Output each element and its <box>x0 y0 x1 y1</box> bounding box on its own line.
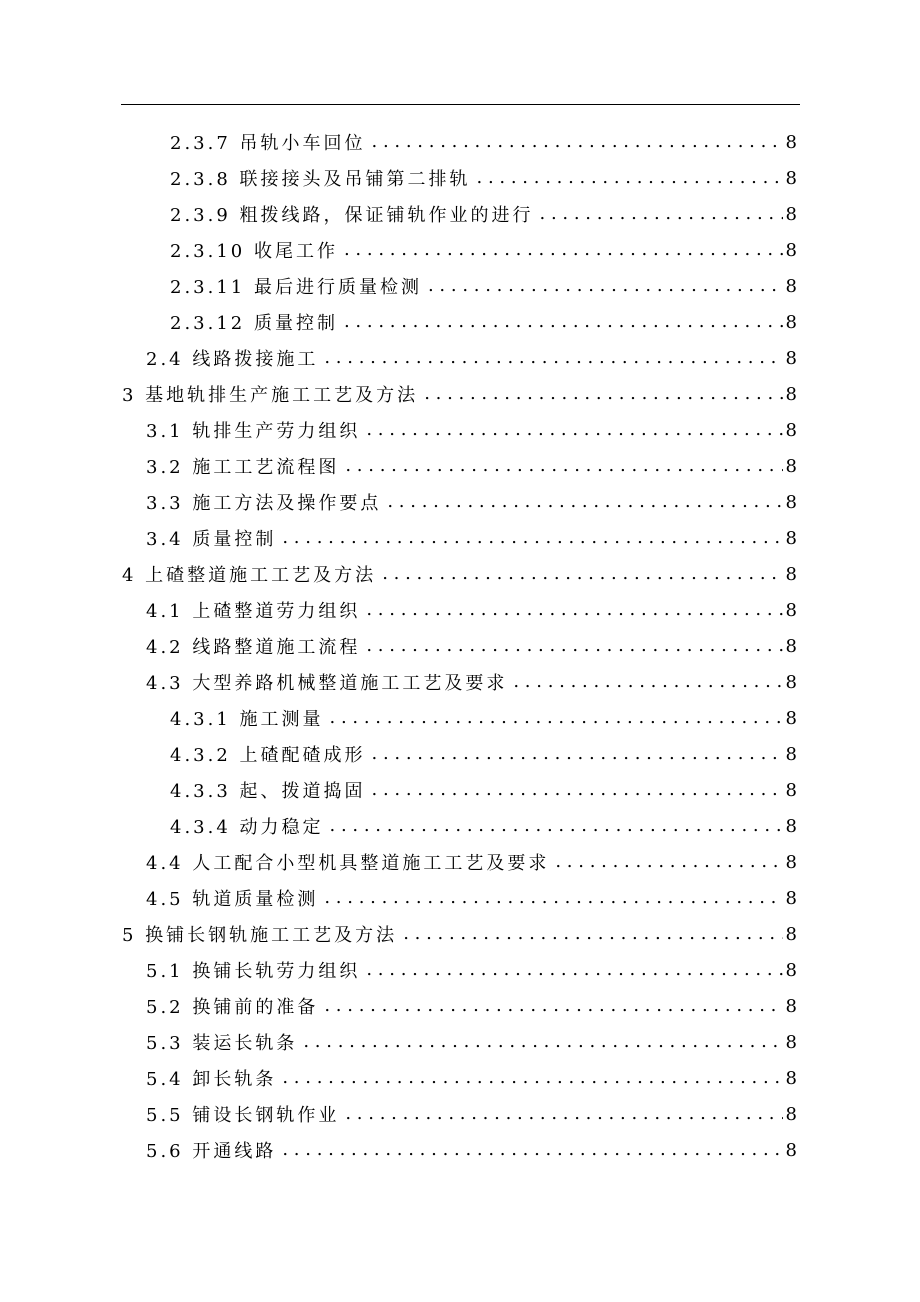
toc-page-number: 8 <box>785 383 797 405</box>
toc-leader-dots <box>297 1024 783 1060</box>
toc-entry[interactable] <box>0 484 920 520</box>
toc-leader-dots <box>338 232 783 268</box>
toc-entry-label: 2.4 线路拨接施工 <box>146 349 319 370</box>
toc-leader-dots <box>418 376 783 412</box>
toc-leader-dots <box>318 988 783 1024</box>
toc-entry[interactable] <box>0 1024 920 1060</box>
toc-entry[interactable] <box>0 160 920 196</box>
toc-page-number: 8 <box>785 923 797 945</box>
toc-entry-label: 5.2 换铺前的准备 <box>146 997 319 1018</box>
toc-page-number: 8 <box>785 347 797 369</box>
toc-entry-label: 2.3.7 吊轨小车回位 <box>170 133 366 154</box>
toc-leader-dots <box>507 664 783 700</box>
toc-page-number: 8 <box>785 239 797 261</box>
toc-entry-label: 4.1 上碴整道劳力组织 <box>146 601 361 622</box>
toc-page-number: 8 <box>785 1031 797 1053</box>
toc-leader-dots <box>339 448 783 484</box>
toc-page-number: 8 <box>785 167 797 189</box>
toc-entry[interactable] <box>0 916 920 952</box>
toc-entry-label: 5.1 换铺长轨劳力组织 <box>146 961 361 982</box>
toc-page-number: 8 <box>785 887 797 909</box>
toc-entry-label: 2.3.10 收尾工作 <box>170 241 338 262</box>
toc-entry-label: 4.3 大型养路机械整道施工工艺及要求 <box>146 673 508 694</box>
toc-entry-label: 4.5 轨道质量检测 <box>146 889 319 910</box>
toc-entry[interactable] <box>0 340 920 376</box>
toc-entry[interactable] <box>0 304 920 340</box>
toc-entry[interactable] <box>0 1060 920 1096</box>
toc-page-number: 8 <box>785 959 797 981</box>
toc-entry[interactable] <box>0 448 920 484</box>
toc-leader-dots <box>549 844 783 880</box>
toc-leader-dots <box>366 772 783 808</box>
toc-entry-label: 3.1 轨排生产劳力组织 <box>146 421 361 442</box>
toc-page-number: 8 <box>785 671 797 693</box>
toc-page-number: 8 <box>785 311 797 333</box>
toc-leader-dots <box>397 916 783 952</box>
toc-entry-label: 4.4 人工配合小型机具整道施工工艺及要求 <box>146 853 550 874</box>
toc-leader-dots <box>360 952 783 988</box>
toc-entry-label: 2.3.9 粗拨线路，保证铺轨作业的进行 <box>170 205 534 226</box>
toc-entry-label: 5.4 卸长轨条 <box>146 1069 277 1090</box>
toc-page-number: 8 <box>785 1139 797 1161</box>
toc-entry[interactable] <box>0 628 920 664</box>
toc-page-number: 8 <box>785 815 797 837</box>
toc-leader-dots <box>422 268 783 304</box>
toc-page-number: 8 <box>785 455 797 477</box>
toc-entry-label: 4.2 线路整道施工流程 <box>146 637 361 658</box>
toc-entry-label: 4.3.3 起、拨道捣固 <box>170 781 366 802</box>
toc-page-number: 8 <box>785 1067 797 1089</box>
toc-page-number: 8 <box>785 491 797 513</box>
toc-page-number: 8 <box>785 635 797 657</box>
toc-entry-label: 3 基地轨排生产施工工艺及方法 <box>122 385 419 406</box>
table-of-contents <box>0 124 920 1168</box>
toc-page-number: 8 <box>785 275 797 297</box>
toc-leader-dots <box>276 1132 783 1168</box>
toc-page-number: 8 <box>785 419 797 441</box>
toc-entry-label: 4.3.1 施工测量 <box>170 709 324 730</box>
toc-entry[interactable] <box>0 520 920 556</box>
toc-entry[interactable] <box>0 232 920 268</box>
toc-entry-label: 5.3 装运长轨条 <box>146 1033 298 1054</box>
toc-entry-label: 3.4 质量控制 <box>146 529 277 550</box>
toc-leader-dots <box>276 1060 783 1096</box>
toc-entry-label: 4.3.2 上碴配碴成形 <box>170 745 366 766</box>
toc-leader-dots <box>338 304 783 340</box>
toc-entry[interactable] <box>0 124 920 160</box>
header-rule <box>121 104 800 105</box>
toc-leader-dots <box>471 160 783 196</box>
toc-leader-dots <box>366 124 783 160</box>
toc-entry-label: 4 上碴整道施工工艺及方法 <box>122 565 377 586</box>
toc-entry[interactable] <box>0 592 920 628</box>
toc-leader-dots <box>360 592 783 628</box>
toc-leader-dots <box>339 1096 783 1132</box>
toc-page-number: 8 <box>785 599 797 621</box>
toc-page-number: 8 <box>785 743 797 765</box>
toc-entry[interactable] <box>0 412 920 448</box>
toc-leader-dots <box>318 880 783 916</box>
toc-entry[interactable] <box>0 664 920 700</box>
toc-page-number: 8 <box>785 1103 797 1125</box>
toc-entry[interactable] <box>0 844 920 880</box>
toc-leader-dots <box>360 628 783 664</box>
toc-page-number: 8 <box>785 203 797 225</box>
toc-entry[interactable] <box>0 988 920 1024</box>
toc-entry[interactable] <box>0 1096 920 1132</box>
toc-leader-dots <box>376 556 783 592</box>
toc-entry[interactable] <box>0 736 920 772</box>
toc-leader-dots <box>324 700 783 736</box>
toc-entry[interactable] <box>0 376 920 412</box>
toc-entry[interactable] <box>0 556 920 592</box>
toc-page-number: 8 <box>785 563 797 585</box>
toc-entry-label: 5.6 开通线路 <box>146 1141 277 1162</box>
toc-page-number: 8 <box>785 779 797 801</box>
toc-entry-label: 3.3 施工方法及操作要点 <box>146 493 382 514</box>
toc-leader-dots <box>366 736 783 772</box>
toc-entry[interactable] <box>0 196 920 232</box>
toc-entry-label: 3.2 施工工艺流程图 <box>146 457 340 478</box>
toc-page-number: 8 <box>785 995 797 1017</box>
toc-entry[interactable] <box>0 1132 920 1168</box>
toc-page-number: 8 <box>785 131 797 153</box>
toc-entry-label: 2.3.11 最后进行质量检测 <box>170 277 422 298</box>
toc-entry[interactable] <box>0 772 920 808</box>
toc-entry-label: 2.3.12 质量控制 <box>170 313 338 334</box>
toc-entry[interactable] <box>0 880 920 916</box>
toc-leader-dots <box>324 808 783 844</box>
toc-page-number: 8 <box>785 707 797 729</box>
toc-entry-label: 4.3.4 动力稳定 <box>170 817 324 838</box>
toc-entry-label: 5 换铺长钢轨施工工艺及方法 <box>122 925 398 946</box>
toc-leader-dots <box>534 196 783 232</box>
toc-entry[interactable] <box>0 268 920 304</box>
toc-page-number: 8 <box>785 527 797 549</box>
toc-leader-dots <box>276 520 783 556</box>
toc-page-number: 8 <box>785 851 797 873</box>
toc-leader-dots <box>360 412 783 448</box>
toc-leader-dots <box>318 340 783 376</box>
toc-entry-label: 5.5 铺设长钢轨作业 <box>146 1105 340 1126</box>
toc-entry[interactable] <box>0 700 920 736</box>
toc-entry[interactable] <box>0 952 920 988</box>
toc-entry-label: 2.3.8 联接接头及吊铺第二排轨 <box>170 169 471 190</box>
toc-entry[interactable] <box>0 808 920 844</box>
toc-leader-dots <box>381 484 783 520</box>
